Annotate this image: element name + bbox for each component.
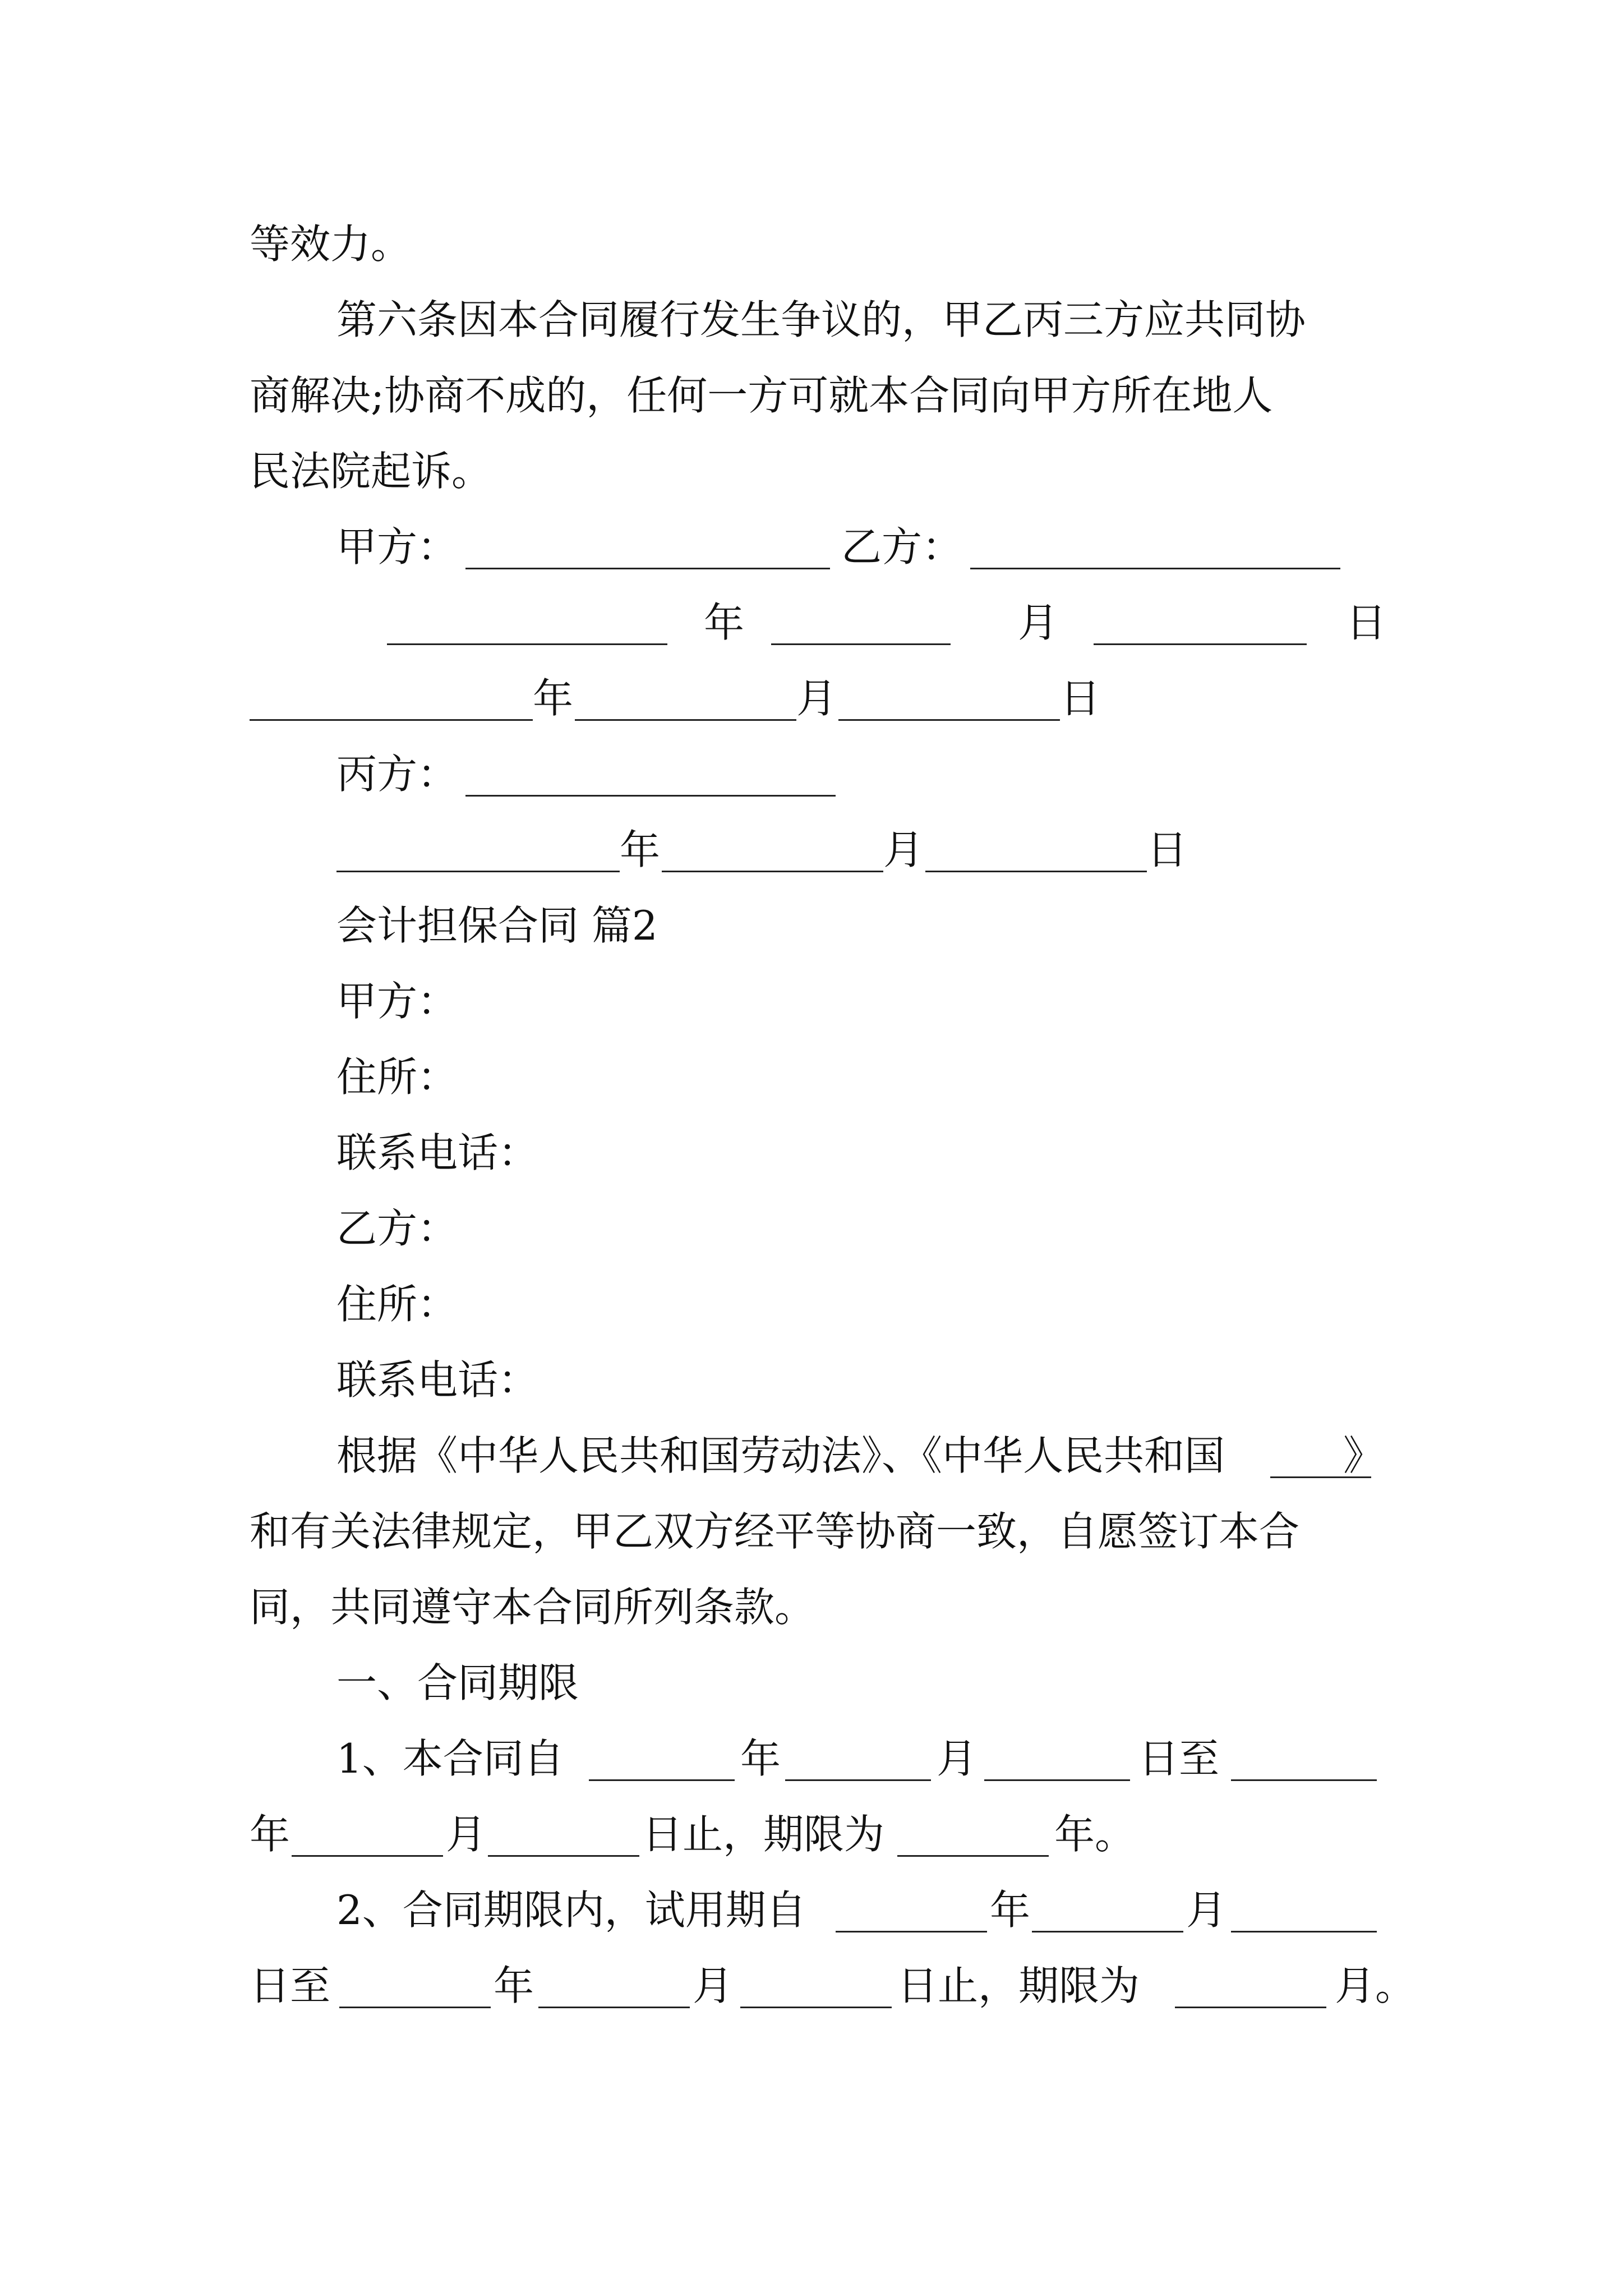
month-label: 月: [693, 1962, 734, 2009]
day-blank: [925, 871, 1147, 872]
year-label: 年: [250, 1811, 291, 1858]
party-a-label: 甲方：: [336, 978, 458, 1025]
party-b-label: 乙方：: [841, 523, 963, 570]
clause-2-line-1: [0, 1879, 1623, 1941]
month-blank: [575, 719, 796, 721]
address-label: 住所：: [336, 1281, 458, 1328]
clause-2-line-2: [0, 1955, 1623, 2017]
duration-blank: [897, 1855, 1049, 1857]
party-a-info: [0, 970, 1623, 1032]
month-blank: [785, 1779, 931, 1781]
day-blank: [488, 1855, 639, 1857]
section-title: 会计担保合同 篇2: [336, 902, 658, 949]
month-label: 月: [1186, 1887, 1227, 1934]
paragraph-end-line: [0, 213, 1623, 275]
year-blank: [387, 643, 667, 645]
paragraph-text: 第六条因本合同履行发生争议的，甲乙丙三方应共同协: [336, 296, 1306, 343]
date-line-2: [0, 668, 1623, 729]
address-label: 住所：: [336, 1053, 458, 1101]
month-label: 月: [1018, 599, 1059, 646]
intro-text: 和有关法律规定，甲乙双方经平等协商一致，自愿签订本合: [250, 1508, 1300, 1555]
party-b-info: [0, 1198, 1623, 1259]
duration-blank: [1175, 2007, 1326, 2008]
term-heading: 一、合同期限: [336, 1659, 579, 1706]
intro-text: 》: [1343, 1432, 1384, 1479]
party-b-address: [0, 1273, 1623, 1335]
month-label: 月: [796, 675, 837, 722]
day-blank: [1094, 643, 1307, 645]
clause-text: 日止，期限为: [897, 1962, 1140, 2009]
year-blank: [589, 1779, 735, 1781]
clause-1-line-2: [0, 1803, 1623, 1865]
clause-text: 日止，期限为: [642, 1811, 885, 1858]
party-b-phone: [0, 1349, 1623, 1411]
paragraph-text: 等效力。: [250, 220, 412, 268]
intro-line-1: [0, 1425, 1623, 1487]
year-blank: [339, 2007, 491, 2008]
date-line-1: [0, 592, 1623, 654]
month-blank: [292, 1855, 443, 1857]
day-label: 日: [1346, 599, 1387, 646]
intro-text: 同，共同遵守本合同所列条款。: [250, 1584, 815, 1631]
party-c-label: 丙方：: [336, 751, 458, 798]
intro-line-3: [0, 1576, 1623, 1638]
signature-line-ab: [0, 516, 1623, 578]
year-blank: [1231, 1779, 1377, 1781]
year-label: 年: [494, 1962, 534, 2009]
day-label: 日: [1147, 826, 1188, 873]
month-label: 月: [883, 826, 924, 873]
phone-label: 联系电话：: [336, 1129, 539, 1176]
year-label: 年: [704, 599, 745, 646]
month-label: 月: [937, 1735, 978, 1782]
year-label: 年: [740, 1735, 781, 1782]
section-title-line: [0, 895, 1623, 956]
signature-line-c: [0, 743, 1623, 805]
article-six-line-2: [0, 365, 1623, 426]
day-blank: [984, 1779, 1130, 1781]
clause-1-line-1: [0, 1728, 1623, 1789]
intro-text: 根据《中华人民共和国劳动法》、《中华人民共和国: [336, 1432, 1225, 1479]
year-blank: [836, 1931, 987, 1932]
paragraph-text: 商解决;协商不成的，任何一方可就本合同向甲方所在地人: [250, 372, 1273, 419]
day-blank: [1231, 1931, 1377, 1932]
year-blank: [250, 719, 533, 721]
party-b-label: 乙方：: [336, 1205, 458, 1252]
year-label: 年: [620, 826, 661, 873]
party-a-label: 甲方：: [336, 523, 458, 570]
party-c-blank: [465, 795, 836, 797]
month-label: 月: [446, 1811, 487, 1858]
paragraph-text: 民法院起诉。: [250, 448, 492, 495]
phone-label: 联系电话：: [336, 1356, 539, 1404]
party-b-blank: [970, 568, 1340, 569]
clause-text: 月。: [1335, 1962, 1416, 2009]
clause-text: 2、合同期限内，试用期自: [336, 1887, 806, 1934]
day-label: 日: [1060, 675, 1101, 722]
party-a-blank: [465, 568, 830, 569]
day-blank: [740, 2007, 892, 2008]
clause-text: 年。: [1054, 1811, 1136, 1858]
clause-text: 日至: [1138, 1735, 1220, 1782]
intro-line-2: [0, 1501, 1623, 1562]
year-blank: [336, 871, 620, 872]
month-blank: [538, 2007, 690, 2008]
date-line-3: [0, 819, 1623, 881]
term-heading-line: [0, 1652, 1623, 1714]
clause-text: 日至: [250, 1962, 331, 2009]
day-blank: [838, 719, 1060, 721]
party-a-phone: [0, 1122, 1623, 1184]
article-six-line-3: [0, 440, 1623, 502]
month-blank: [1032, 1931, 1183, 1932]
article-six-line-1: [0, 289, 1623, 351]
party-a-address: [0, 1046, 1623, 1108]
year-label: 年: [990, 1887, 1031, 1934]
month-blank: [771, 643, 951, 645]
month-blank: [662, 871, 883, 872]
year-label: 年: [533, 675, 574, 722]
clause-text: 1、本合同自: [336, 1735, 564, 1782]
